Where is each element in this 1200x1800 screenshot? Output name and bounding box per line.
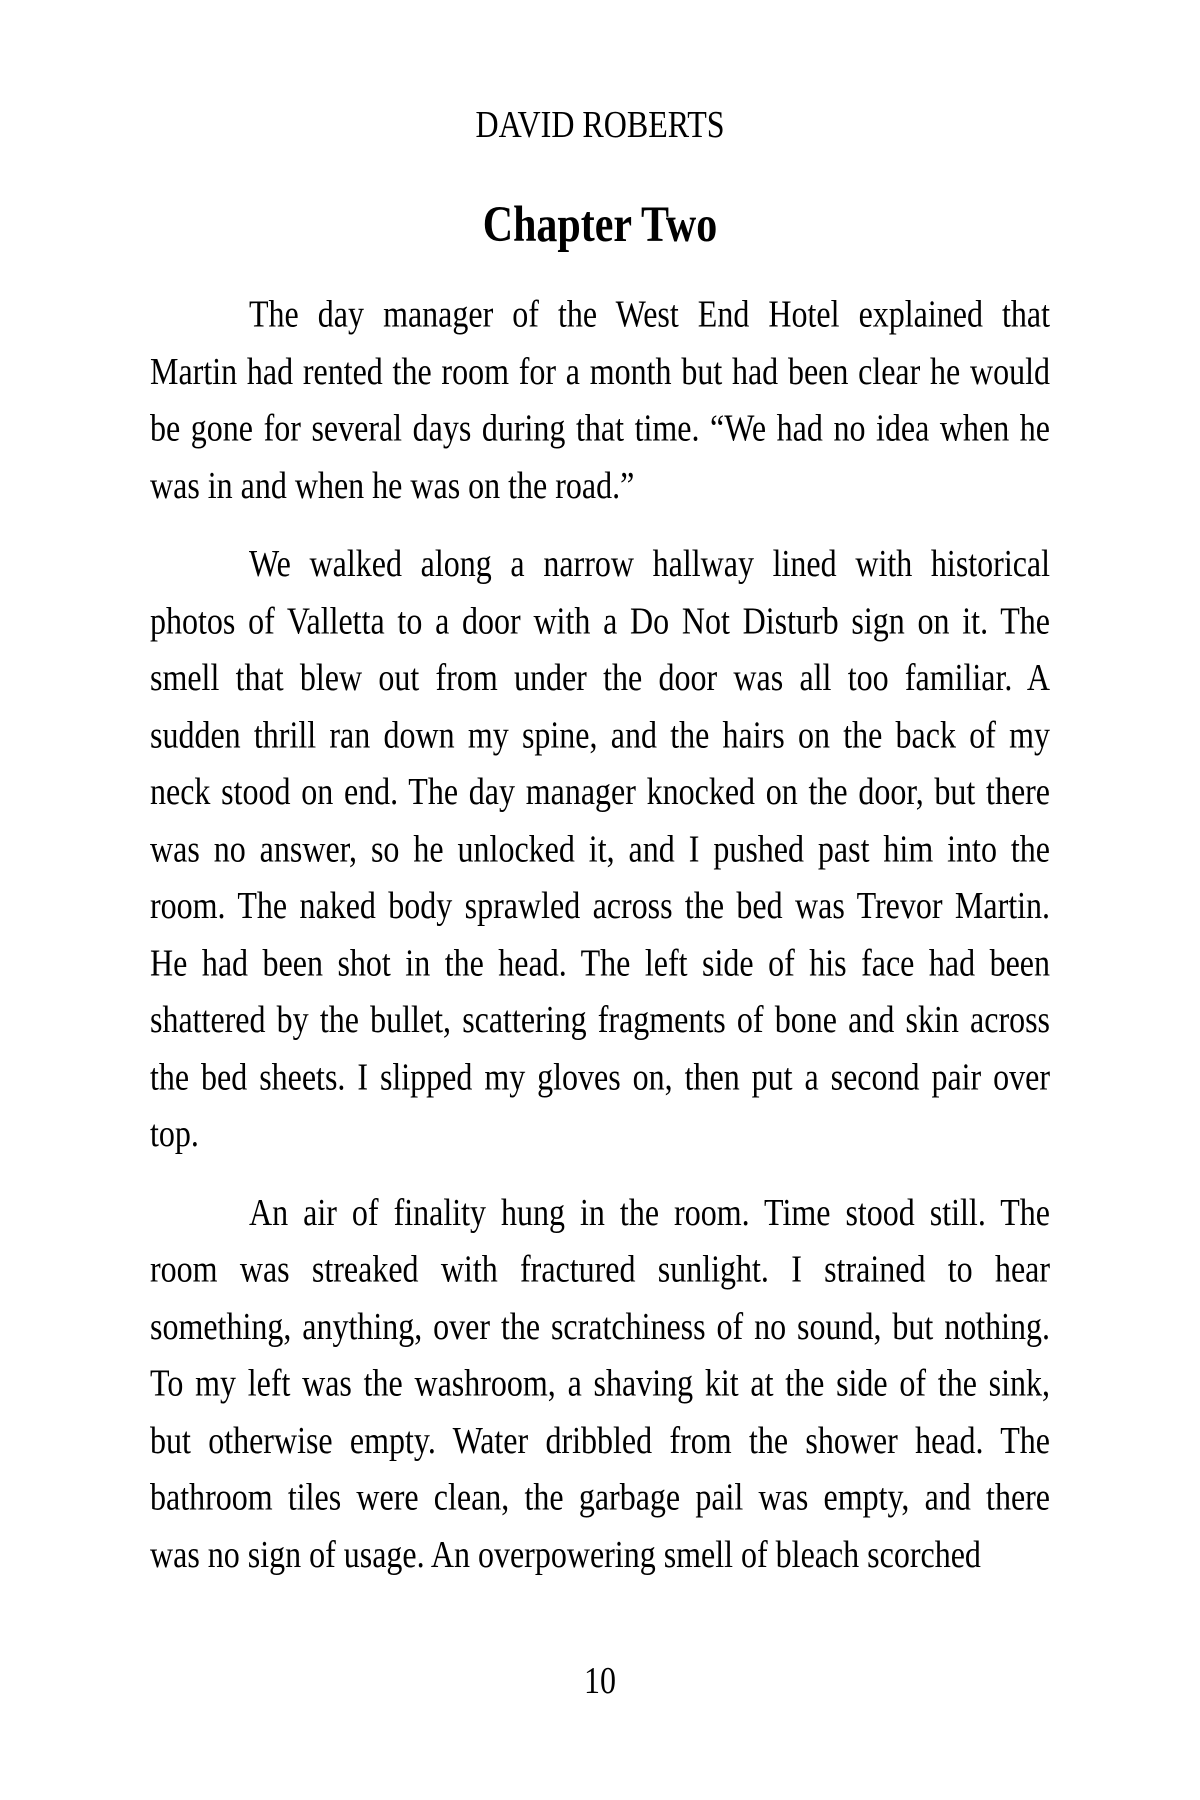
text-line: room was streaked with fractured sunlight. I strained to hear bbox=[150, 1246, 1050, 1290]
page-number: 10 bbox=[584, 1658, 616, 1702]
text-line: photos of Valletta to a door with a Do Not Disturb sign on it. The bbox=[150, 598, 1050, 642]
chapter-title: Chapter Two bbox=[482, 198, 718, 254]
text-line: neck stood on end. The day manager knocked on the door, but there bbox=[150, 769, 1050, 813]
body-text bbox=[150, 286, 1050, 1583]
running-header-author: DAVID ROBERTS bbox=[475, 102, 725, 146]
paragraph bbox=[150, 286, 1050, 514]
text-line: room. The naked body sprawled across the bed was Trevor Martin. bbox=[150, 883, 1050, 927]
text-line: top. bbox=[150, 1111, 199, 1155]
page-content bbox=[150, 0, 1050, 1703]
text-line: To my left was the washroom, a shaving kit at the side of the sink, bbox=[150, 1360, 1050, 1404]
paragraph bbox=[150, 1184, 1050, 1583]
text-line: but otherwise empty. Water dribbled from the shower head. The bbox=[150, 1417, 1050, 1461]
paragraph bbox=[150, 535, 1050, 1162]
text-line: shattered by the bullet, scattering fragments of bone and skin across bbox=[150, 997, 1050, 1041]
text-line: bathroom tiles were clean, the garbage pail was empty, and there bbox=[150, 1474, 1050, 1518]
text-line: was no sign of usage. An overpowering smell of bleach scorched bbox=[150, 1531, 981, 1576]
text-line: smell that blew out from under the door was all too familiar. A bbox=[150, 655, 1050, 699]
text-line: was no answer, so he unlocked it, and I pushed past him into the bbox=[150, 826, 1050, 870]
text-line: be gone for several days during that time. “We had no idea when he bbox=[150, 405, 1050, 449]
text-line: sudden thrill ran down my spine, and the hairs on the back of my bbox=[150, 712, 1050, 756]
text-line: the bed sheets. I slipped my gloves on, then put a second pair over bbox=[150, 1054, 1050, 1098]
text-line: He had been shot in the head. The left side of his face had been bbox=[150, 940, 1050, 984]
text-line: An air of finality hung in the room. Time stood still. The bbox=[249, 1189, 1050, 1233]
text-line: Martin had rented the room for a month but had been clear he would bbox=[150, 348, 1050, 392]
text-line: The day manager of the West End Hotel explained that bbox=[249, 291, 1050, 335]
text-line: We walked along a narrow hallway lined with historical bbox=[249, 541, 1050, 585]
text-line: something, anything, over the scratchiness of no sound, but nothing. bbox=[150, 1303, 1050, 1347]
text-line: was in and when he was on the road.” bbox=[150, 462, 635, 506]
